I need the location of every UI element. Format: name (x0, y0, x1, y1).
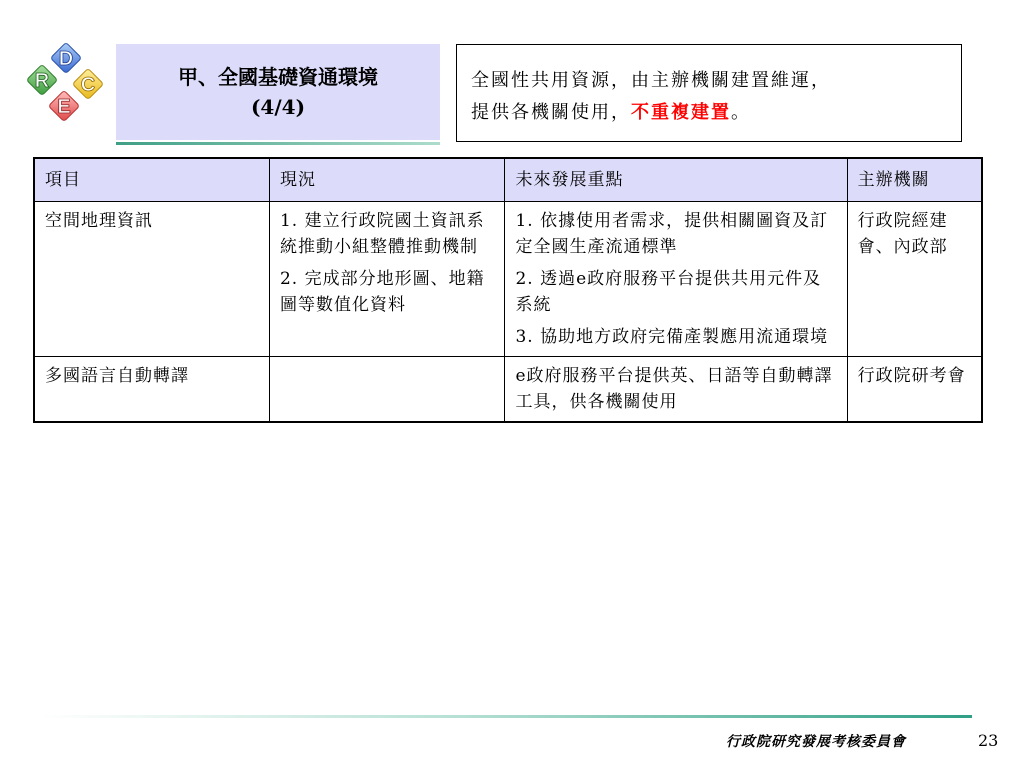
cell-current (269, 202, 505, 357)
page-title-main: 甲、全國基礎資通環境 (178, 65, 378, 89)
table-header-row (34, 158, 982, 202)
cell-agency: 行政院研考會 (847, 357, 982, 423)
header-agency: 主辦機關 (847, 158, 982, 202)
note-line-1: 全國性共用資源，由主辦機關建置維運， (471, 70, 831, 91)
footer-organization: 行政院研究發展考核委員會 (726, 734, 906, 750)
cell-item: 空間地理資訊 (34, 202, 269, 357)
logo-letter-c: C (80, 74, 96, 96)
future-point: 3. 協助地方政府完備產製應用流通環境 (515, 327, 829, 347)
page-number: 23 (978, 731, 999, 750)
note-emphasis: 不重複建置 (631, 102, 731, 123)
current-point: 2. 完成部分地形圖、地籍圖等數值化資料 (279, 269, 485, 315)
page-title (116, 44, 440, 140)
cell-current (269, 357, 505, 423)
footer-divider (40, 715, 972, 718)
future-point: 1. 依據使用者需求，提供相關圖資及訂定全國生產流通標準 (515, 211, 829, 257)
header-future: 未來發展重點 (505, 158, 847, 202)
page-title-part: (4/4) (250, 95, 306, 119)
header-item: 項目 (34, 158, 269, 202)
title-underline (116, 142, 440, 145)
logo-letter-r: R (34, 70, 50, 92)
note-box (456, 44, 962, 142)
cell-future (505, 202, 847, 357)
future-point: 2. 透過e政府服務平台提供共用元件及系統 (515, 269, 822, 315)
note-prefix: 提供各機關使用， (471, 102, 631, 123)
table-row (34, 357, 982, 423)
cell-future (505, 357, 847, 423)
rdec-logo (18, 42, 110, 134)
future-point: e政府服務平台提供英、日語等自動轉譯工具，供各機關使用 (515, 366, 833, 412)
note-suffix: 。 (731, 102, 751, 123)
header-current: 現況 (269, 158, 505, 202)
initiatives-table (33, 157, 983, 423)
note-line-2 (471, 97, 961, 129)
current-point: 1. 建立行政院國土資訊系統推動小組整體推動機制 (279, 211, 485, 257)
logo-letter-d: D (58, 48, 74, 70)
table-row (34, 202, 982, 357)
cell-item: 多國語言自動轉譯 (34, 357, 269, 423)
cell-agency: 行政院經建會、內政部 (847, 202, 982, 357)
logo-letter-e: E (57, 96, 71, 118)
